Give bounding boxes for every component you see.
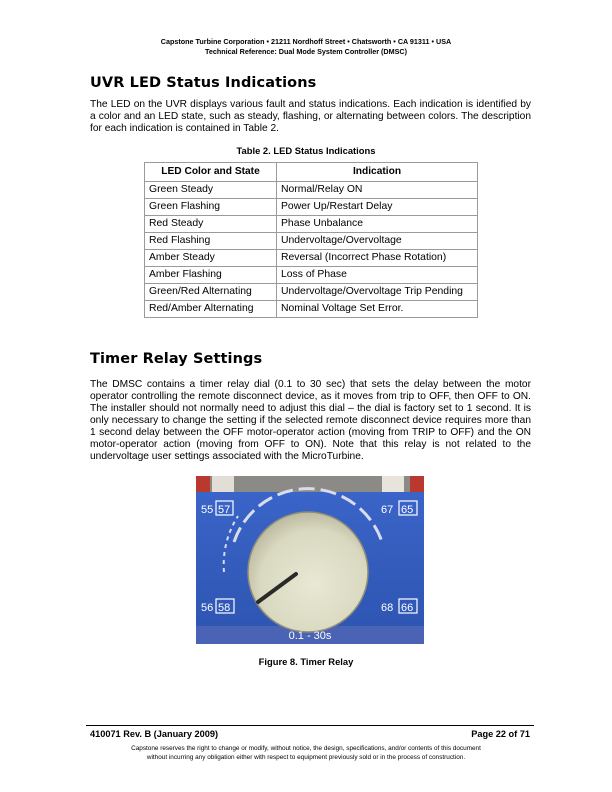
timer-relay-photo bbox=[196, 476, 424, 644]
table-cell-indication: Undervoltage/Overvoltage Trip Pending bbox=[277, 284, 478, 301]
footer-doc-number: 410071 Rev. B (January 2009) bbox=[90, 729, 219, 739]
column-header-led-color: LED Color and State bbox=[145, 163, 277, 182]
terminal-label-56: 56 bbox=[201, 602, 214, 614]
footer-divider bbox=[86, 725, 534, 726]
table-cell-led-state: Red/Amber Alternating bbox=[145, 301, 277, 318]
header-address: Capstone Turbine Corporation • 21211 Nordhoff Street • Chatsworth • CA 91311 • USA bbox=[160, 37, 452, 46]
table-row bbox=[145, 216, 478, 233]
terminal-label-58: 58 bbox=[218, 602, 231, 614]
table-row bbox=[145, 199, 478, 216]
header-doc-title: Technical Reference: Dual Mode System Controller (DMSC) bbox=[205, 47, 407, 56]
terminal-label-55: 55 bbox=[201, 504, 214, 516]
figure-caption: Figure 8. Timer Relay bbox=[258, 656, 354, 667]
table-cell-led-state: Red Steady bbox=[145, 216, 277, 233]
footer-disclaimer bbox=[0, 744, 612, 762]
terminal-label-67: 67 bbox=[381, 504, 394, 516]
table-row bbox=[145, 182, 478, 199]
led-status-table bbox=[144, 162, 478, 318]
section-title-uvr-led: UVR LED Status Indications bbox=[90, 75, 317, 91]
table-cell-led-state: Green Flashing bbox=[145, 199, 277, 216]
terminal-label-65: 65 bbox=[401, 504, 414, 516]
table-cell-indication: Undervoltage/Overvoltage bbox=[277, 233, 478, 250]
dial-range-label: 0.1 - 30s bbox=[288, 630, 332, 642]
table-cell-led-state: Green Steady bbox=[145, 182, 277, 199]
table-row bbox=[145, 284, 478, 301]
table-cell-indication: Normal/Relay ON bbox=[277, 182, 478, 199]
table-cell-indication: Reversal (Incorrect Phase Rotation) bbox=[277, 250, 478, 267]
table-cell-led-state: Red Flashing bbox=[145, 233, 277, 250]
disclaimer-line-2: without incurring any obligation either with respect to equipment previously sold or in the process of construction. bbox=[146, 754, 466, 761]
terminal-label-68: 68 bbox=[381, 602, 394, 614]
section-uvr-led-body: The LED on the UVR displays various fault and status indications. Each indication is identified by a color and an LED state, such as steady, flashing, or alternating between colors. The description for each indication is contained in Table 2. bbox=[90, 99, 531, 134]
page-header bbox=[0, 37, 612, 57]
table-cell-indication: Nominal Voltage Set Error. bbox=[277, 301, 478, 318]
terminal-label-66: 66 bbox=[401, 602, 414, 614]
table-header-row bbox=[145, 163, 478, 182]
terminal-label-57: 57 bbox=[218, 504, 231, 516]
table-cell-led-state: Amber Steady bbox=[145, 250, 277, 267]
table-row bbox=[145, 250, 478, 267]
column-header-indication: Indication bbox=[277, 163, 478, 182]
table-cell-indication: Phase Unbalance bbox=[277, 216, 478, 233]
disclaimer-line-1: Capstone reserves the right to change or modify, without notice, the design, specifications, and/or contents of this document bbox=[131, 745, 481, 752]
footer-page-number: Page 22 of 71 bbox=[471, 729, 530, 739]
table-row bbox=[145, 233, 478, 250]
section-timer-relay-body: The DMSC contains a timer relay dial (0.1 to 30 sec) that sets the delay between the motor operator controlling the remote disconnect device, as it moves from trip to OFF, then OFF to ON. The installer should not normally need to adjust this dial – the dial is factory set to 1 second. It is only necessary to change the setting if the selected remote disconnect device requires more than 1 second delay between the OFF motor-operator action (moving from TRIP to OFF) and the ON motor-operator action (moving from OFF to ON). Note that this relay is not related to the undervoltage user settings associated with the MicroTurbine. bbox=[90, 379, 531, 462]
table-row bbox=[145, 267, 478, 284]
table-row bbox=[145, 301, 478, 318]
table-cell-indication: Loss of Phase bbox=[277, 267, 478, 284]
section-title-timer-relay: Timer Relay Settings bbox=[90, 351, 263, 367]
table-caption: Table 2. LED Status Indications bbox=[236, 145, 376, 156]
table-cell-led-state: Amber Flashing bbox=[145, 267, 277, 284]
table-cell-indication: Power Up/Restart Delay bbox=[277, 199, 478, 216]
table-cell-led-state: Green/Red Alternating bbox=[145, 284, 277, 301]
